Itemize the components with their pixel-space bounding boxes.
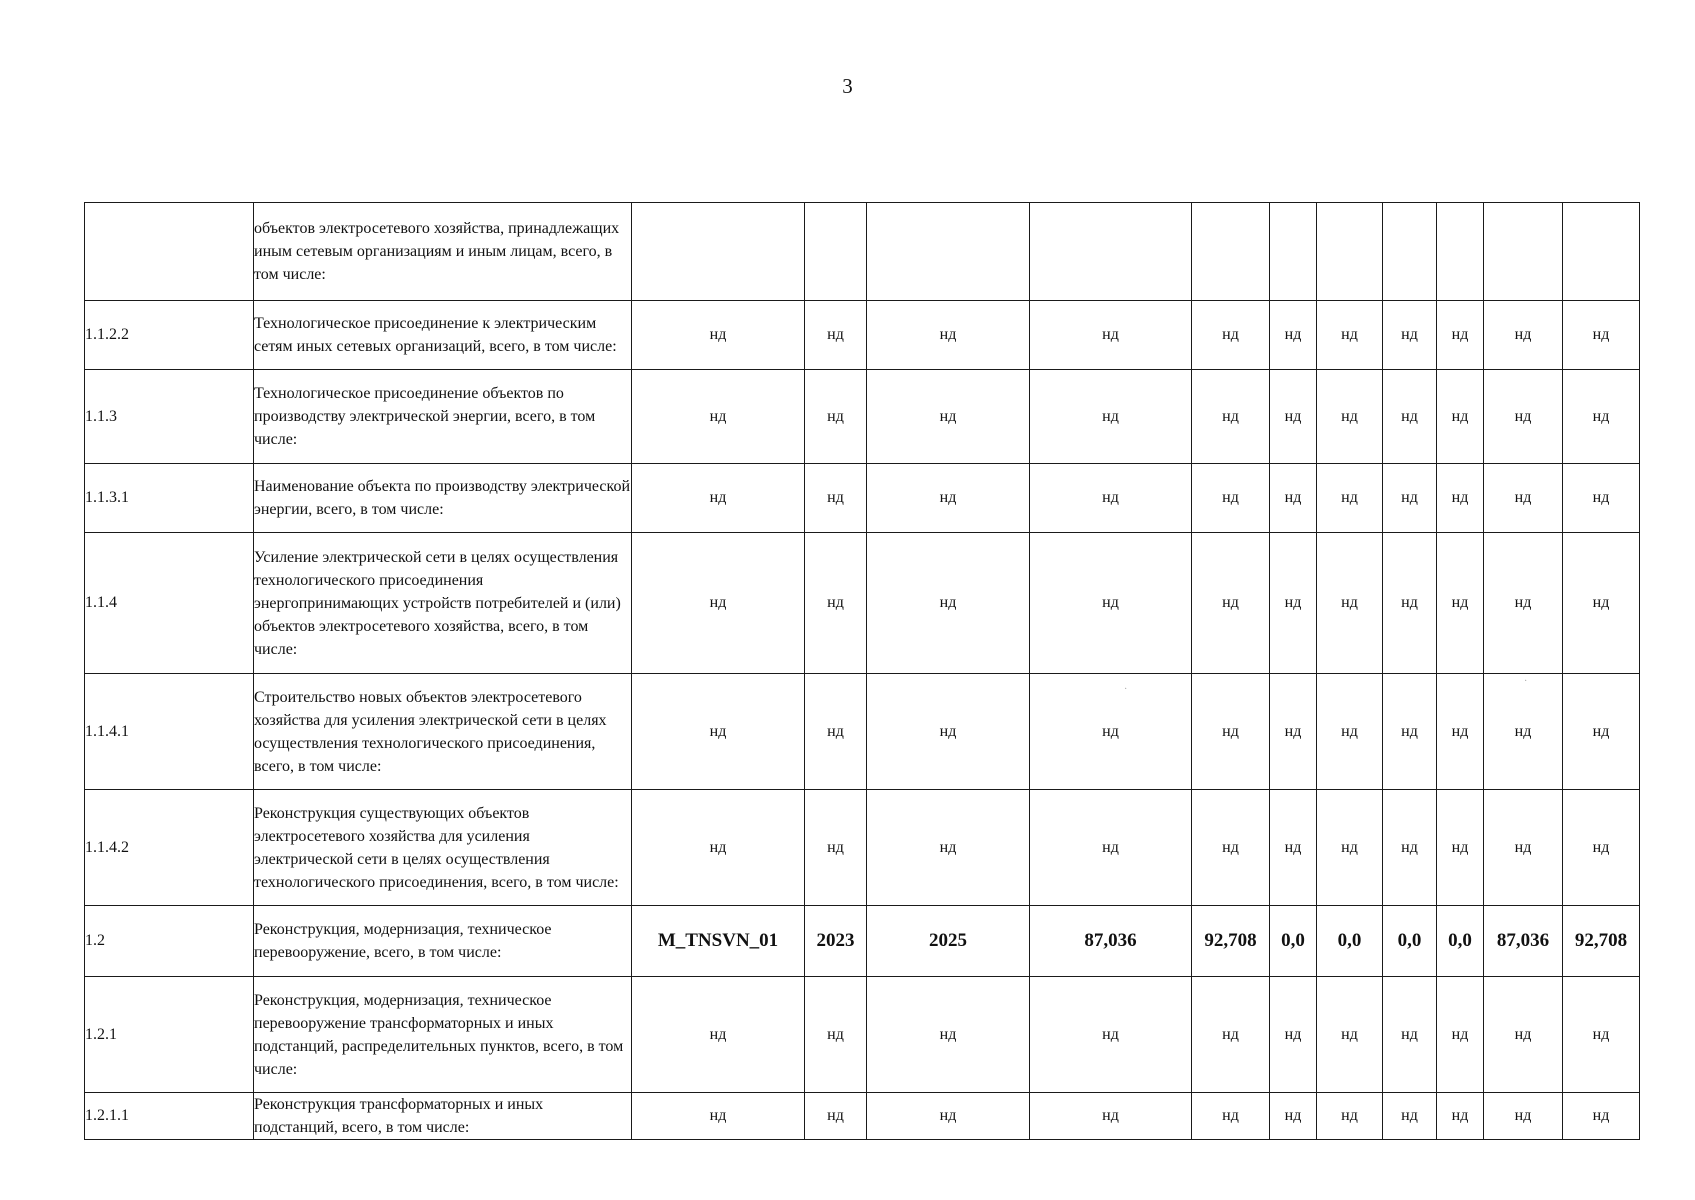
- value-cell: нд: [1317, 533, 1383, 674]
- value-cell: нд: [1270, 533, 1317, 674]
- value-cell: нд: [1383, 1093, 1437, 1140]
- table-row: [85, 301, 1640, 370]
- value-cell: [1563, 203, 1640, 301]
- value-cell: нд: [1437, 464, 1484, 533]
- value-cell: 92,708: [1563, 906, 1640, 977]
- value-cell: нд: [1563, 977, 1640, 1093]
- value-cell: нд: [1437, 977, 1484, 1093]
- value-cell: нд: [1192, 301, 1270, 370]
- value-cell: 0,0: [1270, 906, 1317, 977]
- table-row: [85, 977, 1640, 1093]
- value-cell: нд: [1383, 464, 1437, 533]
- scan-speck: ·: [1524, 676, 1528, 687]
- value-cell: нд: [1030, 301, 1192, 370]
- table-row: [85, 533, 1640, 674]
- value-cell: нд: [1317, 464, 1383, 533]
- value-cell: нд: [1563, 301, 1640, 370]
- value-cell: нд: [1484, 977, 1563, 1093]
- value-cell: нд: [1563, 674, 1640, 790]
- row-name-cell: Технологическое присоединение объектов по производству электрической энергии, всего, в том числе:: [254, 370, 632, 464]
- value-cell: нд: [1270, 370, 1317, 464]
- row-name-cell: Строительство новых объектов электросетевого хозяйства для усиления электрической сети в целях осуществления технологического присоединения, всего, в том числе:: [254, 674, 632, 790]
- value-cell: нд: [1484, 1093, 1563, 1140]
- value-cell: нд: [1437, 790, 1484, 906]
- row-number-cell: 1.1.4.2: [85, 790, 254, 906]
- table-row: [85, 464, 1640, 533]
- value-cell: нд: [1192, 533, 1270, 674]
- row-name-cell: Реконструкция, модернизация, техническое перевооружение трансформаторных и иных подстанций, распределительных пунктов, всего, в том числе:: [254, 977, 632, 1093]
- value-cell: [1484, 203, 1563, 301]
- value-cell: нд: [867, 464, 1030, 533]
- value-cell: [1437, 203, 1484, 301]
- row-number-cell: [85, 203, 254, 301]
- value-cell: нд: [1563, 370, 1640, 464]
- value-cell: нд: [1437, 533, 1484, 674]
- value-cell: нд: [1030, 533, 1192, 674]
- value-cell: нд: [805, 790, 867, 906]
- row-number-cell: 1.2.1: [85, 977, 254, 1093]
- value-cell: нд: [867, 533, 1030, 674]
- value-cell: нд: [1317, 977, 1383, 1093]
- row-number-cell: 1.1.4.1: [85, 674, 254, 790]
- value-cell: [805, 203, 867, 301]
- value-cell: нд: [867, 370, 1030, 464]
- table-row: [85, 203, 1640, 301]
- value-cell: нд: [1317, 674, 1383, 790]
- value-cell: нд: [632, 301, 805, 370]
- value-cell: нд: [867, 977, 1030, 1093]
- value-cell: 2023: [805, 906, 867, 977]
- value-cell: нд: [1484, 370, 1563, 464]
- value-cell: нд: [632, 533, 805, 674]
- value-cell: нд: [1563, 533, 1640, 674]
- value-cell: нд: [805, 370, 867, 464]
- value-cell: нд: [1317, 370, 1383, 464]
- value-cell: нд: [805, 1093, 867, 1140]
- value-cell: [1030, 203, 1192, 301]
- value-cell: 87,036: [1484, 906, 1563, 977]
- value-cell: нд: [1383, 790, 1437, 906]
- scan-speck: ·: [1124, 684, 1128, 695]
- value-cell: нд: [867, 301, 1030, 370]
- value-cell: нд: [1192, 464, 1270, 533]
- value-cell: нд: [1484, 790, 1563, 906]
- value-cell: M_TNSVN_01: [632, 906, 805, 977]
- value-cell: нд: [1484, 464, 1563, 533]
- row-number-cell: 1.2: [85, 906, 254, 977]
- value-cell: 0,0: [1383, 906, 1437, 977]
- value-cell: нд: [1383, 533, 1437, 674]
- value-cell: нд: [1192, 370, 1270, 464]
- value-cell: нд: [1270, 464, 1317, 533]
- value-cell: нд: [1437, 301, 1484, 370]
- value-cell: нд: [867, 790, 1030, 906]
- value-cell: [867, 203, 1030, 301]
- value-cell: [1383, 203, 1437, 301]
- row-number-cell: 1.2.1.1: [85, 1093, 254, 1140]
- row-number-cell: 1.1.3: [85, 370, 254, 464]
- value-cell: 2025: [867, 906, 1030, 977]
- value-cell: нд: [1270, 790, 1317, 906]
- row-number-cell: 1.1.2.2: [85, 301, 254, 370]
- row-name-cell: объектов электросетевого хозяйства, принадлежащих иным сетевым организациям и иным лицам, всего, в том числе:: [254, 203, 632, 301]
- value-cell: нд: [1383, 301, 1437, 370]
- value-cell: нд: [1484, 674, 1563, 790]
- value-cell: нд: [805, 977, 867, 1093]
- value-cell: нд: [1383, 977, 1437, 1093]
- value-cell: нд: [632, 464, 805, 533]
- value-cell: нд: [867, 1093, 1030, 1140]
- value-cell: нд: [1192, 1093, 1270, 1140]
- value-cell: нд: [632, 977, 805, 1093]
- value-cell: нд: [632, 1093, 805, 1140]
- investment-program-table: [84, 202, 1640, 1140]
- value-cell: нд: [1030, 790, 1192, 906]
- value-cell: [1270, 203, 1317, 301]
- value-cell: нд: [1192, 674, 1270, 790]
- table-row: [85, 674, 1640, 790]
- row-name-cell: Наименование объекта по производству электрической энергии, всего, в том числе:: [254, 464, 632, 533]
- value-cell: нд: [1563, 464, 1640, 533]
- value-cell: 0,0: [1317, 906, 1383, 977]
- value-cell: нд: [1317, 301, 1383, 370]
- value-cell: 87,036: [1030, 906, 1192, 977]
- value-cell: нд: [1437, 1093, 1484, 1140]
- value-cell: нд: [1270, 1093, 1317, 1140]
- table-row: [85, 1093, 1640, 1140]
- row-name-cell: Технологическое присоединение к электрическим сетям иных сетевых организаций, всего, в том числе:: [254, 301, 632, 370]
- value-cell: нд: [1030, 370, 1192, 464]
- value-cell: нд: [1192, 977, 1270, 1093]
- value-cell: нд: [1317, 1093, 1383, 1140]
- row-number-cell: 1.1.4: [85, 533, 254, 674]
- value-cell: нд: [1270, 977, 1317, 1093]
- value-cell: нд: [1192, 790, 1270, 906]
- value-cell: нд: [805, 464, 867, 533]
- table-row: [85, 790, 1640, 906]
- value-cell: нд: [632, 674, 805, 790]
- table-row: [85, 906, 1640, 977]
- value-cell: нд: [1437, 370, 1484, 464]
- value-cell: нд: [805, 674, 867, 790]
- row-name-cell: Усиление электрической сети в целях осуществления технологического присоединения энергопринимающих устройств потребителей и (или) объектов электросетевого хозяйства, всего, в том числе:: [254, 533, 632, 674]
- value-cell: [1192, 203, 1270, 301]
- value-cell: нд: [1270, 674, 1317, 790]
- value-cell: нд: [1484, 533, 1563, 674]
- row-number-cell: 1.1.3.1: [85, 464, 254, 533]
- value-cell: нд: [632, 370, 805, 464]
- value-cell: нд: [632, 790, 805, 906]
- table-row: [85, 370, 1640, 464]
- value-cell: нд: [1030, 1093, 1192, 1140]
- value-cell: нд: [1030, 464, 1192, 533]
- value-cell: нд: [1484, 301, 1563, 370]
- value-cell: [632, 203, 805, 301]
- row-name-cell: Реконструкция существующих объектов электросетевого хозяйства для усиления электрической сети в целях осуществления технологического присоединения, всего, в том числе:: [254, 790, 632, 906]
- value-cell: нд: [1317, 790, 1383, 906]
- value-cell: нд: [1030, 674, 1192, 790]
- value-cell: нд: [1437, 674, 1484, 790]
- value-cell: нд: [867, 674, 1030, 790]
- row-name-cell: Реконструкция, модернизация, техническое перевооружение, всего, в том числе:: [254, 906, 632, 977]
- value-cell: нд: [805, 533, 867, 674]
- value-cell: нд: [1383, 674, 1437, 790]
- row-name-cell: Реконструкция трансформаторных и иных подстанций, всего, в том числе:: [254, 1093, 632, 1140]
- value-cell: 92,708: [1192, 906, 1270, 977]
- value-cell: нд: [1563, 790, 1640, 906]
- value-cell: нд: [1383, 370, 1437, 464]
- value-cell: нд: [1563, 1093, 1640, 1140]
- value-cell: [1317, 203, 1383, 301]
- value-cell: нд: [1270, 301, 1317, 370]
- page-number: 3: [842, 74, 853, 98]
- value-cell: 0,0: [1437, 906, 1484, 977]
- value-cell: нд: [1030, 977, 1192, 1093]
- value-cell: нд: [805, 301, 867, 370]
